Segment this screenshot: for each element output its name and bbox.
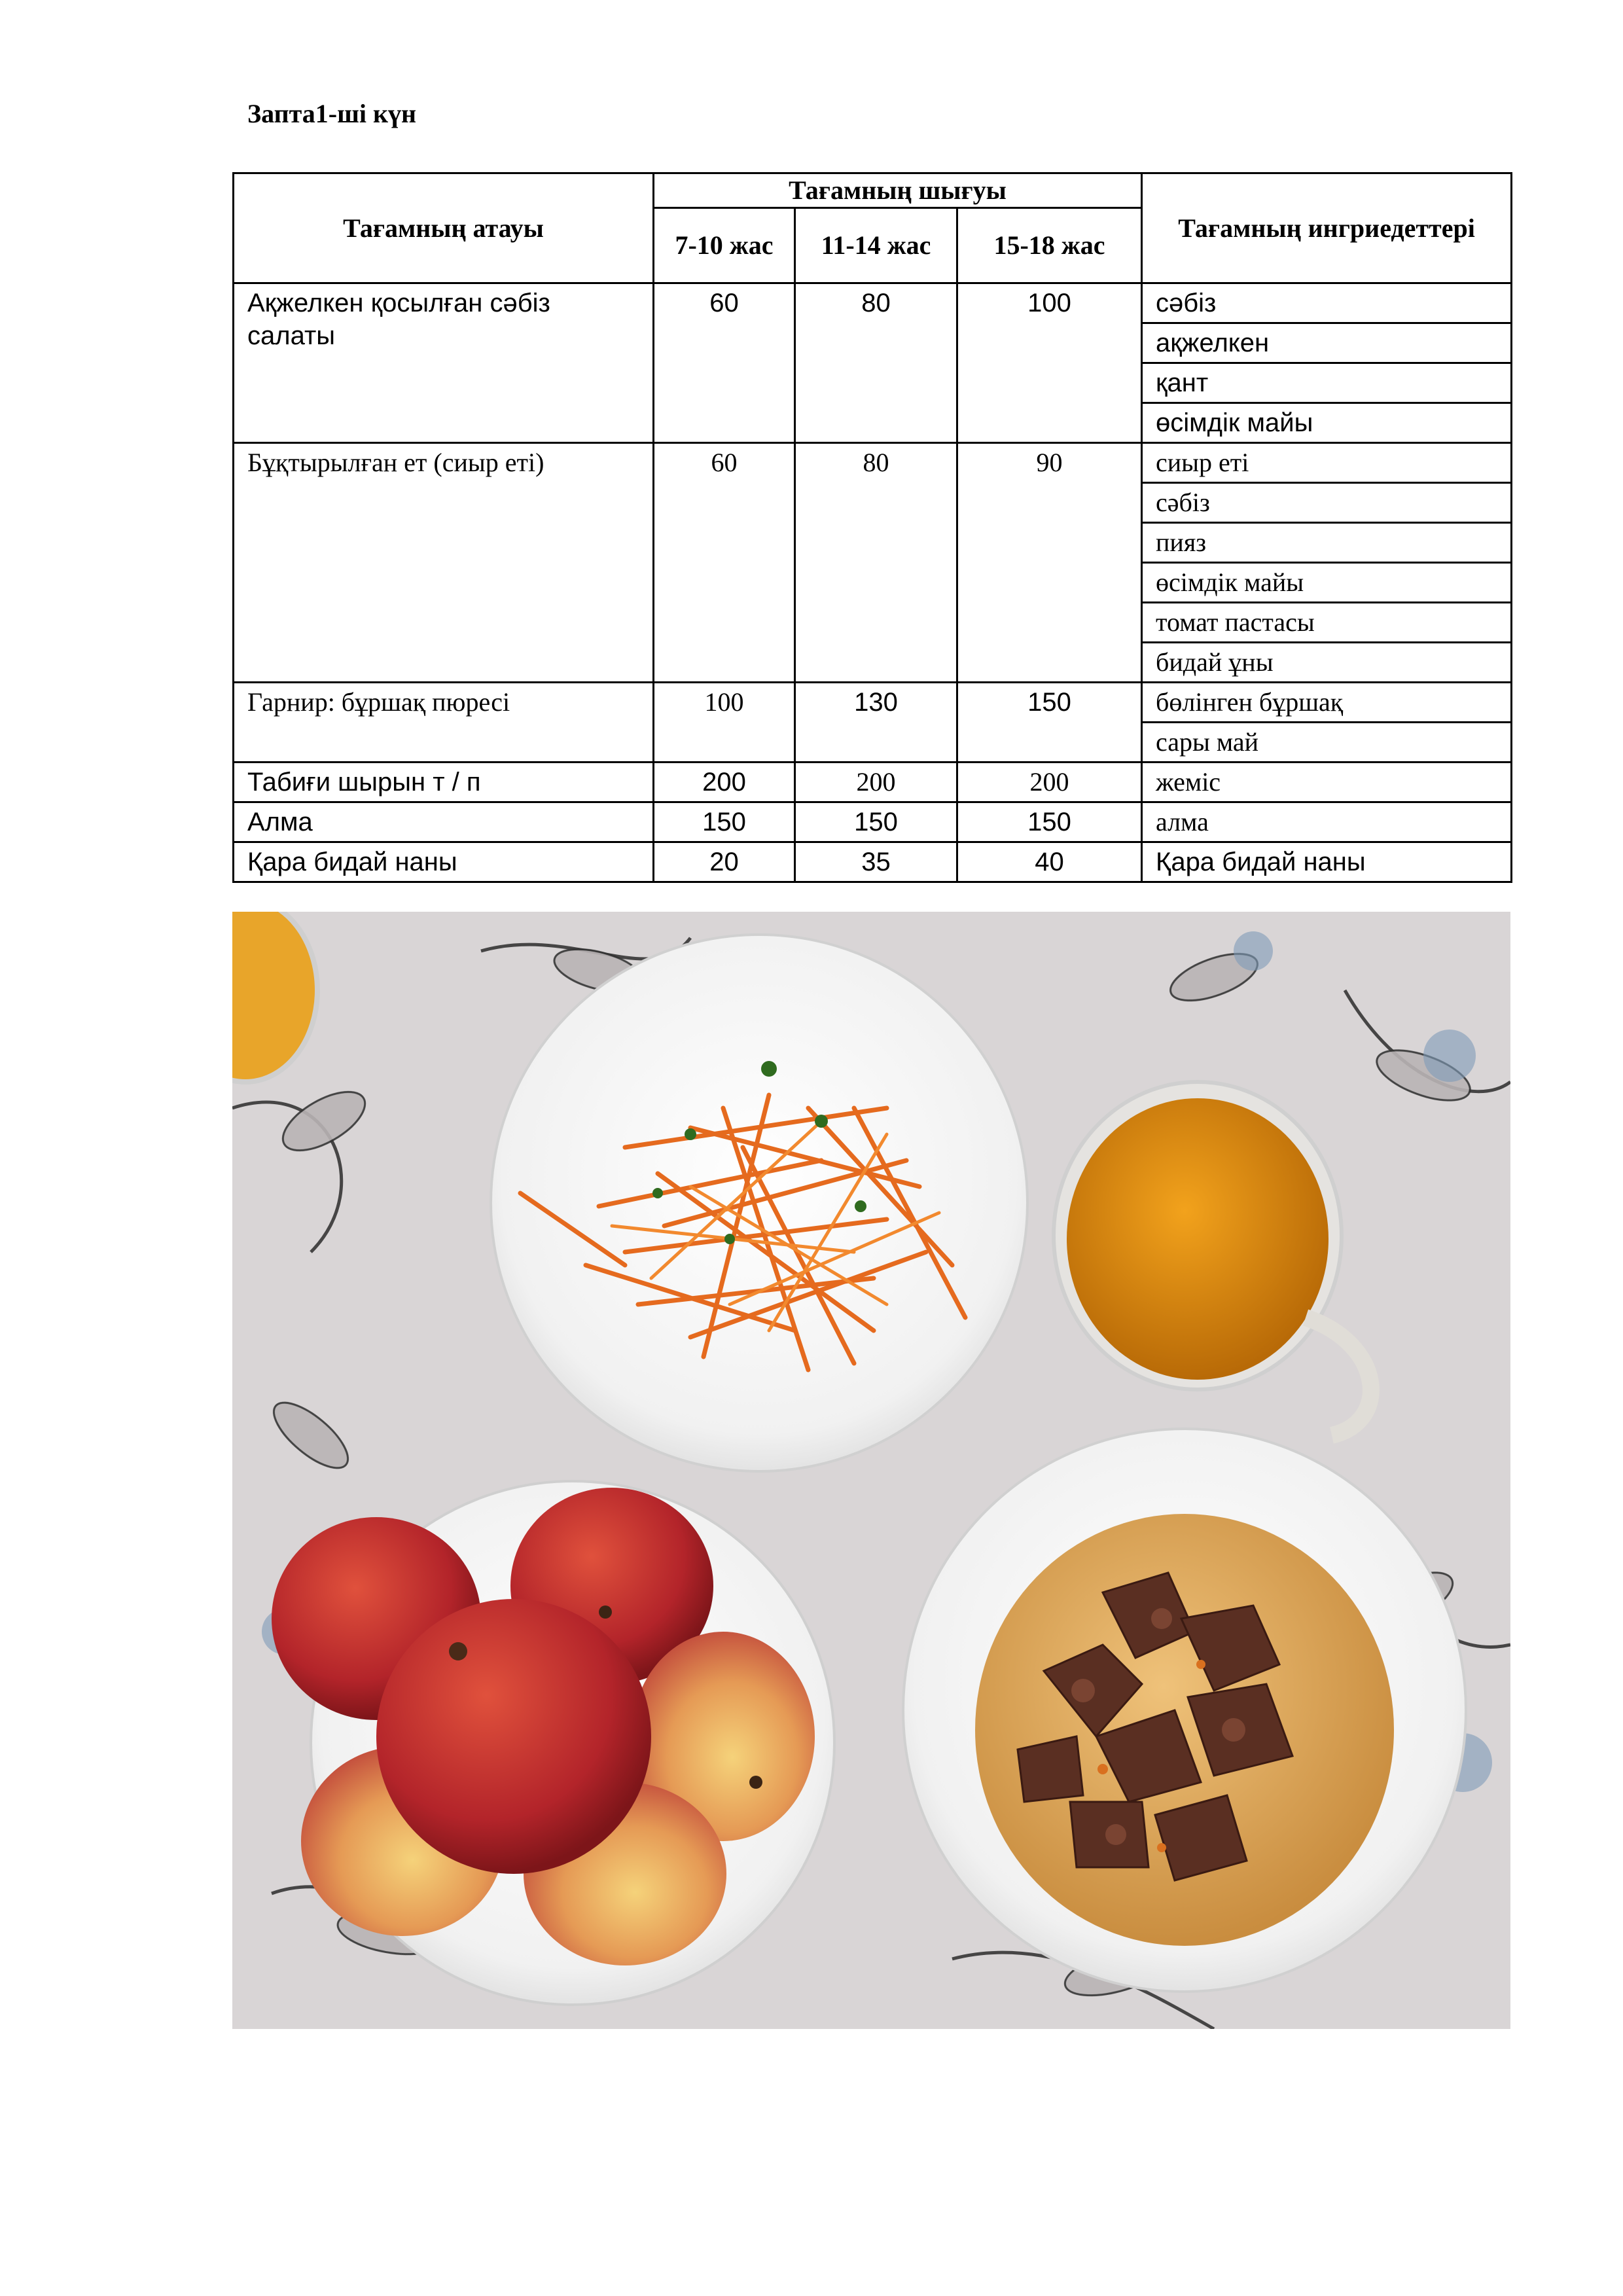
portion-15-18: 150 bbox=[957, 683, 1142, 762]
meal-photo bbox=[232, 912, 1510, 2029]
dish-name: Гарнир: бұршақ пюресі bbox=[234, 683, 654, 762]
portion-11-14: 80 bbox=[795, 443, 957, 683]
ingredient: Қара бидай наны bbox=[1142, 842, 1512, 882]
portion-15-18: 90 bbox=[957, 443, 1142, 683]
header-dish-name: Тағамның атауы bbox=[234, 173, 654, 283]
ingredient: пияз bbox=[1142, 523, 1512, 563]
ingredient: сиыр еті bbox=[1142, 443, 1512, 483]
portion-11-14: 130 bbox=[795, 683, 957, 762]
dish-name: Ақжелкен қосылған сәбіз салаты bbox=[234, 283, 654, 443]
ingredient: өсімдік майы bbox=[1142, 563, 1512, 603]
portion-11-14: 150 bbox=[795, 802, 957, 842]
portion-7-10: 20 bbox=[654, 842, 795, 882]
portion-11-14: 200 bbox=[795, 762, 957, 802]
ingredient: томат пастасы bbox=[1142, 603, 1512, 643]
table-row bbox=[234, 443, 1512, 483]
ingredient: сәбіз bbox=[1142, 283, 1512, 323]
table-row bbox=[234, 683, 1512, 723]
ingredient: өсімдік майы bbox=[1142, 403, 1512, 443]
table-row bbox=[234, 762, 1512, 802]
portion-7-10: 60 bbox=[654, 283, 795, 443]
header-row bbox=[234, 173, 1512, 208]
ingredient: алма bbox=[1142, 802, 1512, 842]
ingredient: сары май bbox=[1142, 723, 1512, 762]
portion-15-18: 40 bbox=[957, 842, 1142, 882]
portion-15-18: 100 bbox=[957, 283, 1142, 443]
table-row bbox=[234, 842, 1512, 882]
header-age-11-14: 11-14 жас bbox=[795, 208, 957, 283]
table-row bbox=[234, 802, 1512, 842]
portion-15-18: 150 bbox=[957, 802, 1142, 842]
portion-7-10: 60 bbox=[654, 443, 795, 683]
portion-7-10: 100 bbox=[654, 683, 795, 762]
header-output: Тағамның шығуы bbox=[654, 173, 1142, 208]
menu-table bbox=[232, 172, 1512, 883]
portion-15-18: 200 bbox=[957, 762, 1142, 802]
table-row bbox=[234, 283, 1512, 323]
header-age-15-18: 15-18 жас bbox=[957, 208, 1142, 283]
dish-name: Табиғи шырын т / п bbox=[234, 762, 654, 802]
header-ingredients: Тағамның ингриедеттері bbox=[1142, 173, 1512, 283]
ingredient: ақжелкен bbox=[1142, 323, 1512, 363]
ingredient: бөлінген бұршақ bbox=[1142, 683, 1512, 723]
portion-7-10: 150 bbox=[654, 802, 795, 842]
ingredient: сәбіз bbox=[1142, 483, 1512, 523]
dish-name: Бұқтырылған ет (сиыр еті) bbox=[234, 443, 654, 683]
dish-name: Алма bbox=[234, 802, 654, 842]
portion-11-14: 35 bbox=[795, 842, 957, 882]
portion-11-14: 80 bbox=[795, 283, 957, 443]
dish-name: Қара бидай наны bbox=[234, 842, 654, 882]
portion-7-10: 200 bbox=[654, 762, 795, 802]
page-title: Запта1-ші күн bbox=[247, 99, 417, 128]
header-age-7-10: 7-10 жас bbox=[654, 208, 795, 283]
ingredient: бидай ұны bbox=[1142, 643, 1512, 683]
ingredient: қант bbox=[1142, 363, 1512, 403]
ingredient: жеміс bbox=[1142, 762, 1512, 802]
